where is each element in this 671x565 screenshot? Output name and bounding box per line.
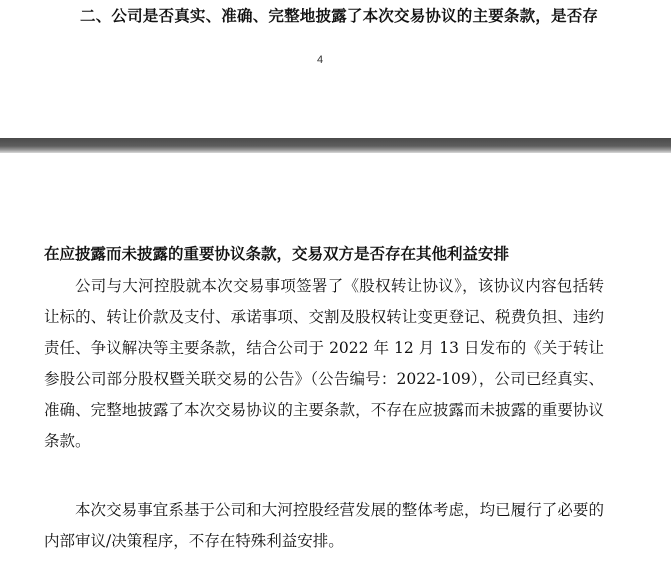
document-page-lower: [0, 153, 671, 565]
section-heading-continued: 在应披露而未披露的重要协议条款，交易双方是否存在其他利益安排: [44, 245, 510, 263]
body-paragraph: 本次交易事宜系基于公司和大河控股经营发展的整体考虑，均已履行了必要的内部审议/决策程序，不存在特殊利益安排。: [44, 501, 604, 550]
page-separator: [0, 138, 671, 153]
section-heading: 二、公司是否真实、准确、完整地披露了本次交易协议的主要条款，是否存: [80, 7, 599, 25]
document-page-upper: [0, 0, 671, 138]
body-paragraph: 公司与大河控股就本次交易事项签署了《股权转让协议》，该协议内容包括转让标的、转让价款及支付、承诺事项、交割及股权转让变更登记、税费负担、违约责任、争议解决等主要条款，结合公司于 2022 年 12 月 13 日发布的《关于转让参股公司部分股权暨关联交易的公告》（公告编号：2022-109），公司已经真实、准确、完整地披露了本次交易协议的主要条款，不存在应披露而未披露的重要协议条款。: [44, 277, 604, 450]
page-number: 4: [316, 54, 324, 66]
